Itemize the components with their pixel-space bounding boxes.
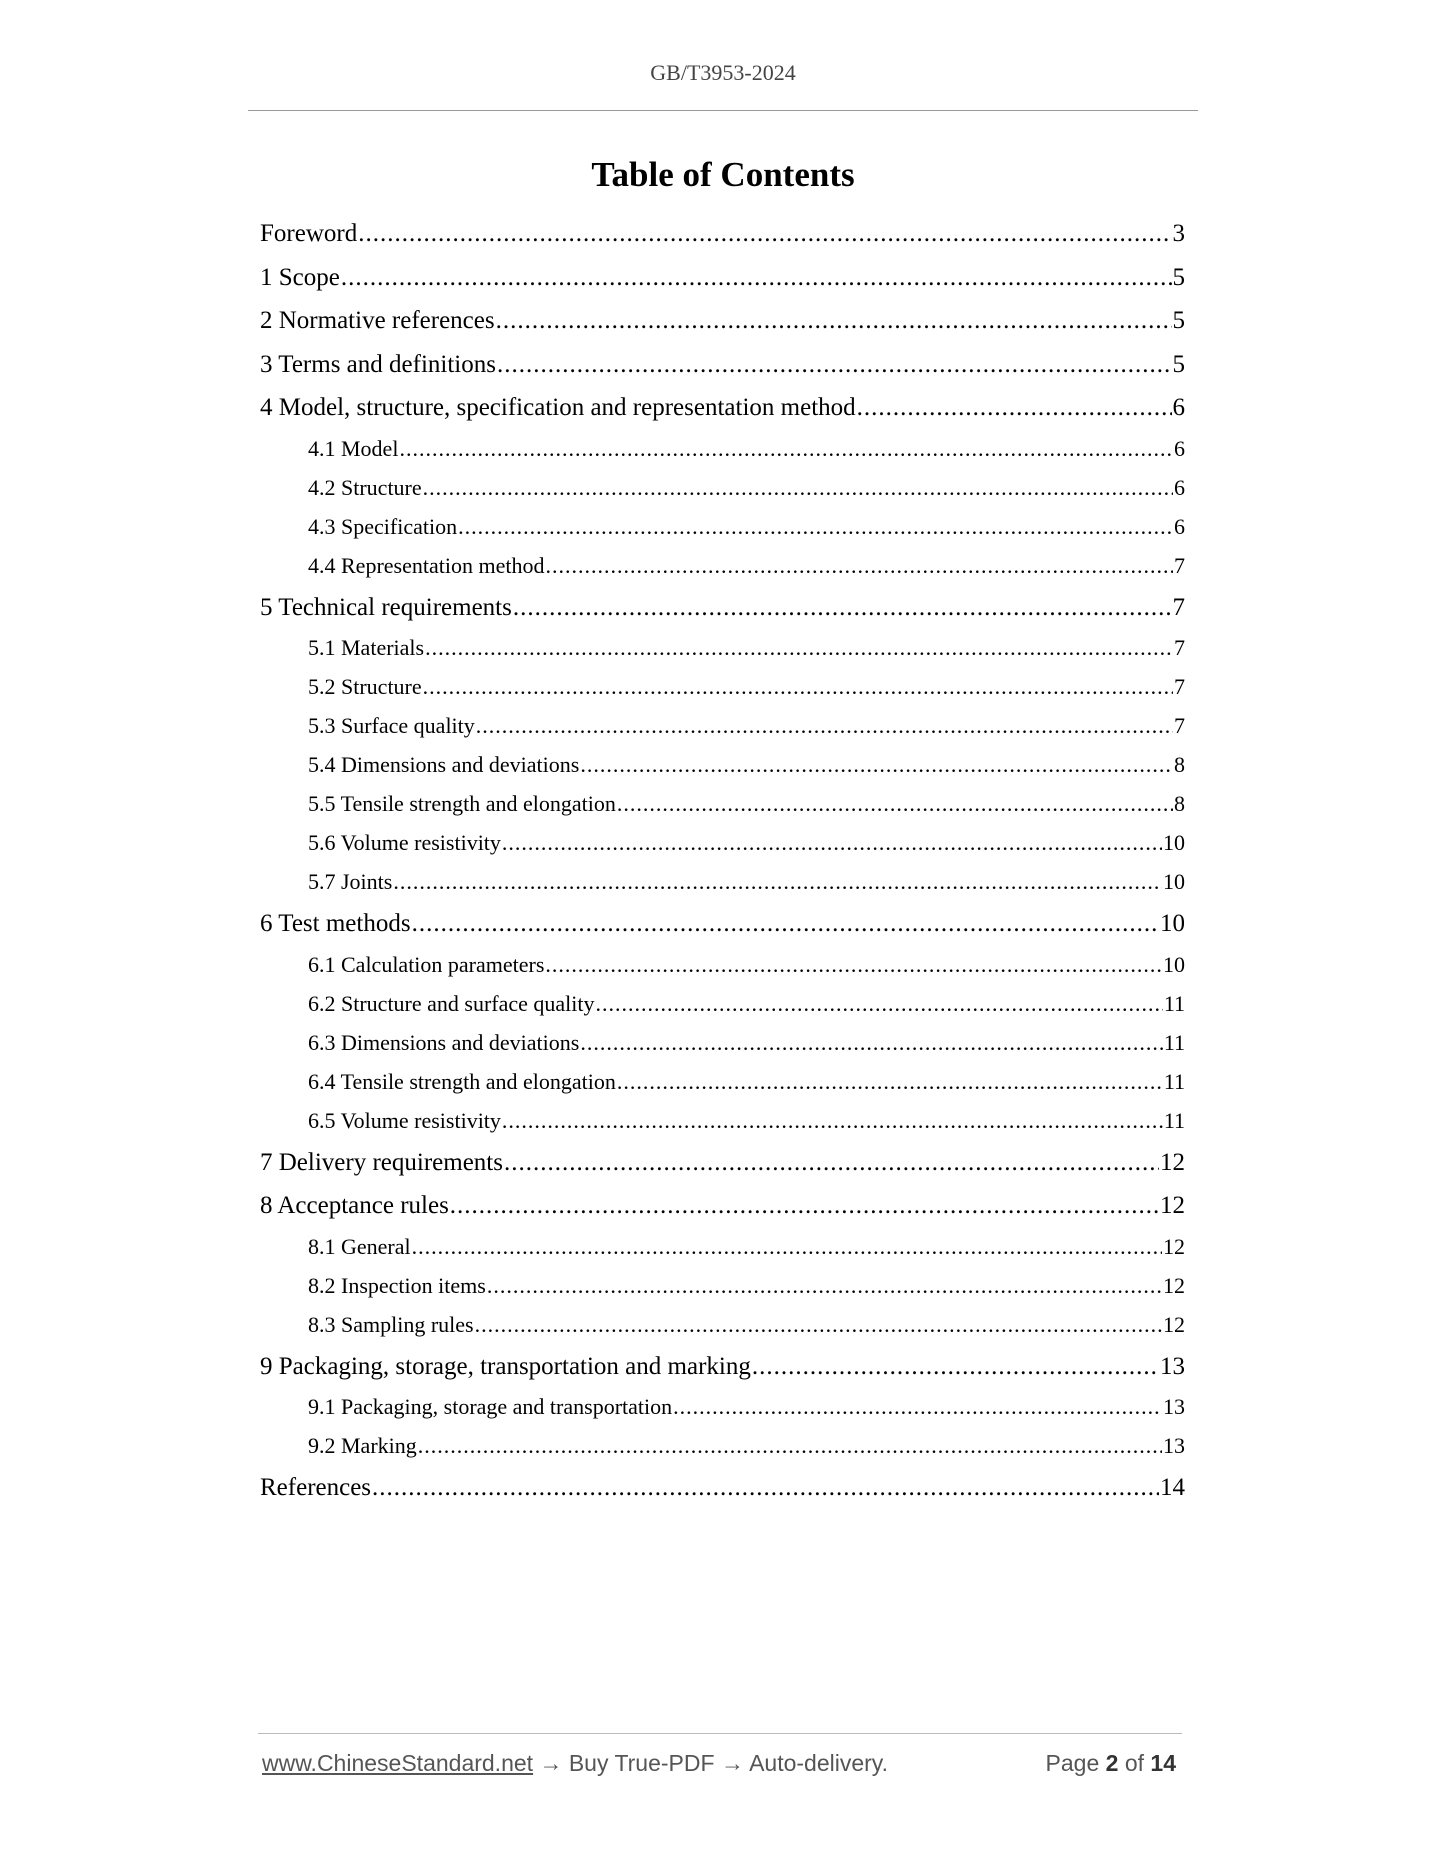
page-footer [262,1750,1182,1784]
toc-entry[interactable] [260,1069,1185,1108]
toc-dot-leader [617,791,1173,817]
toc-entry-page: 3 [1172,220,1185,247]
toc-entry-page: 8 [1174,752,1185,777]
toc-entry-page: 11 [1163,990,1185,1016]
toc-entry-page: 8 [1174,791,1185,816]
toc-dot-leader [412,1234,1162,1260]
toc-entry-page: 13 [1160,1352,1185,1380]
toc-entry-label: 4 Model, structure, specification and representation method [260,394,856,421]
toc-entry-label: 6.4 Tensile strength and elongation [308,1068,616,1094]
toc-entry[interactable] [260,436,1185,475]
toc-dot-leader [857,394,1172,422]
toc-entry[interactable] [260,592,1185,636]
arrow-icon: → [539,1750,563,1776]
toc-entry[interactable] [260,908,1185,952]
toc-entry-page: 10 [1160,910,1185,937]
toc-entry[interactable] [260,1234,1185,1273]
toc-dot-leader [393,869,1162,895]
toc-entry[interactable] [260,262,1185,306]
toc-entry[interactable] [260,1351,1185,1395]
toc-entry-label: 9 Packaging, storage, transportation and marking [260,1352,751,1380]
current-page-number: 2 [1105,1750,1119,1776]
toc-entry[interactable] [260,1433,1185,1472]
toc-entry-label: 9.2 Marking [308,1433,417,1458]
toc-entry-label: 4.3 Specification [308,513,458,539]
toc-entry-label: 6.3 Dimensions and deviations [308,1029,580,1055]
toc-entry[interactable] [260,305,1185,349]
toc-entry-label: 9.1 Packaging, storage and transportation [308,1394,673,1419]
toc-entry-label: 5 Technical requirements [260,593,512,621]
toc-entry-page: 5 [1172,350,1185,378]
toc-entry-label: 6 Test methods [260,910,411,937]
toc-entry-label: 5.3 Surface quality [308,713,475,738]
toc-entry[interactable] [260,349,1185,393]
toc-dot-leader [502,830,1162,856]
toc-entry-label: 6.2 Structure and surface quality [308,990,595,1016]
page-word: Page [1045,1750,1100,1776]
toc-entry-page: 6 [1174,513,1185,539]
toc-entry-page: 13 [1163,1394,1185,1419]
toc-entry-page: 12 [1163,1311,1185,1337]
toc-entry[interactable] [260,1312,1185,1351]
toc-dot-leader [545,553,1173,579]
toc-entry-label: 5.7 Joints [308,869,393,894]
toc-dot-leader [372,1474,1159,1502]
toc-entry[interactable] [260,674,1185,713]
table-of-contents [260,218,1185,1516]
toc-dot-leader [475,1312,1162,1338]
toc-entry-page: 6 [1174,474,1185,500]
toc-dot-leader [497,351,1172,379]
toc-entry-label: 8.3 Sampling rules [308,1311,474,1337]
toc-entry-page: 7 [1174,713,1185,738]
delivery-text: Auto-delivery. [749,1750,888,1776]
toc-entry-page: 10 [1163,951,1185,977]
toc-entry-label: 4.2 Structure [308,474,422,500]
toc-entry-page: 7 [1174,635,1185,660]
toc-entry-label: 6.5 Volume resistivity [308,1107,501,1133]
total-pages-number: 14 [1150,1750,1176,1776]
toc-dot-leader [450,1192,1159,1220]
toc-entry[interactable] [260,1190,1185,1234]
toc-dot-leader [423,475,1173,501]
toc-entry-page: 5 [1172,263,1185,291]
page-title: Table of Contents [591,155,855,194]
toc-dot-leader [458,514,1173,540]
toc-entry-page: 11 [1163,1107,1185,1133]
toc-entry-label: 5.2 Structure [308,674,422,699]
toc-dot-leader [423,674,1173,700]
buy-text: Buy True-PDF [568,1750,715,1776]
toc-dot-leader [513,594,1172,622]
toc-entry[interactable] [260,1030,1185,1069]
toc-entry-label: 5.1 Materials [308,635,425,660]
toc-dot-leader [617,1069,1163,1095]
toc-dot-leader [673,1394,1162,1420]
toc-entry-page: 14 [1160,1474,1185,1501]
arrow-icon: → [720,1750,744,1776]
toc-entry-page: 7 [1174,552,1185,578]
page-indicator [1046,1750,1176,1777]
toc-dot-leader [476,713,1173,739]
toc-entry[interactable] [260,1147,1185,1191]
toc-dot-leader [580,1030,1163,1056]
toc-entry[interactable] [260,1472,1185,1516]
toc-entry-label: 7 Delivery requirements [260,1148,503,1176]
toc-entry[interactable] [260,752,1185,791]
toc-entry-page: 13 [1163,1433,1185,1458]
toc-entry[interactable] [260,514,1185,553]
toc-entry-label: 4.4 Representation method [308,552,545,578]
toc-entry-label: References [260,1474,372,1501]
toc-dot-leader [752,1353,1159,1381]
toc-entry-page: 7 [1174,674,1185,699]
toc-entry-label: 5.4 Dimensions and deviations [308,752,580,777]
toc-entry-label: 5.5 Tensile strength and elongation [308,791,616,816]
toc-entry-label: 4.1 Model [308,435,399,461]
toc-entry-page: 12 [1163,1233,1185,1259]
toc-entry-label: 8 Acceptance rules [260,1192,449,1219]
of-word: of [1124,1750,1145,1776]
toc-dot-leader [596,991,1163,1017]
toc-dot-leader [418,1433,1162,1459]
toc-entry-label: 3 Terms and definitions [260,350,496,378]
toc-dot-leader [580,752,1173,778]
toc-dot-leader [341,264,1172,292]
toc-dot-leader [496,307,1172,335]
toc-entry[interactable] [260,475,1185,514]
toc-entry-page: 5 [1172,307,1185,334]
toc-dot-leader [358,220,1171,248]
toc-entry-page: 12 [1160,1192,1185,1219]
website-link[interactable]: www.ChineseStandard.net [262,1750,534,1776]
toc-dot-leader [399,436,1173,462]
toc-dot-leader [502,1108,1163,1134]
toc-entry-label: 8.2 Inspection items [308,1272,486,1298]
toc-entry-page: 10 [1163,869,1185,894]
toc-entry-page: 6 [1172,394,1185,421]
toc-entry[interactable] [260,553,1185,592]
toc-entry-page: 6 [1174,435,1185,461]
toc-entry[interactable] [260,952,1185,991]
footer-promo [262,1750,888,1777]
toc-entry[interactable] [260,991,1185,1030]
toc-entry-label: Foreword [260,220,358,247]
toc-entry-page: 12 [1163,1272,1185,1298]
toc-entry-label: 6.1 Calculation parameters [308,951,545,977]
toc-dot-leader [504,1149,1159,1177]
toc-entry[interactable] [260,1394,1185,1433]
toc-entry-page: 7 [1172,593,1185,621]
toc-entry-label: 2 Normative references [260,307,495,334]
toc-dot-leader [412,910,1159,938]
footer-divider [258,1733,1182,1734]
toc-entry[interactable] [260,1273,1185,1312]
toc-dot-leader [425,635,1173,661]
toc-entry[interactable] [260,635,1185,674]
toc-entry[interactable] [260,869,1185,908]
running-header: GB/T3953-2024 [650,60,796,85]
toc-entry-page: 12 [1160,1148,1185,1176]
header-divider [248,110,1198,111]
toc-entry-page: 11 [1163,1068,1185,1094]
toc-entry[interactable] [260,791,1185,830]
toc-entry-page: 10 [1163,830,1185,855]
toc-entry[interactable] [260,392,1185,436]
toc-entry-label: 1 Scope [260,263,340,291]
toc-entry[interactable] [260,830,1185,869]
toc-entry[interactable] [260,713,1185,752]
toc-entry-label: 8.1 General [308,1233,411,1259]
toc-entry[interactable] [260,218,1185,262]
toc-dot-leader [545,952,1162,978]
toc-entry-label: 5.6 Volume resistivity [308,830,501,855]
toc-entry-page: 11 [1163,1029,1185,1055]
toc-dot-leader [487,1273,1162,1299]
toc-entry[interactable] [260,1108,1185,1147]
